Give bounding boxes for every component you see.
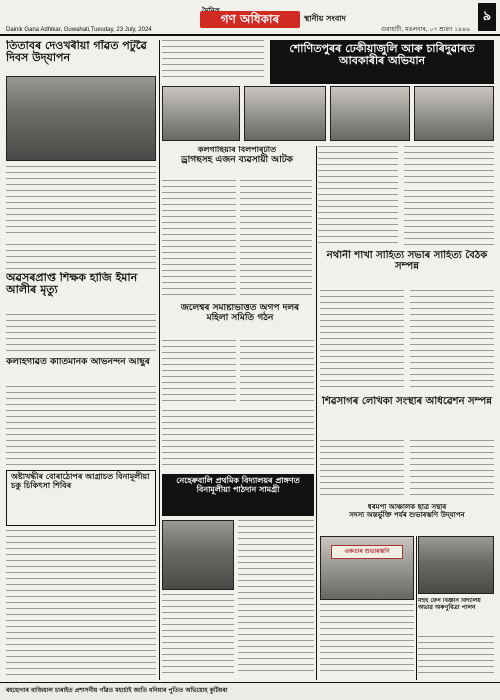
story-3-body-col-2 bbox=[240, 180, 312, 300]
column-rule-3 bbox=[416, 536, 417, 680]
story-7-headline: কলাইগাঁৱত কীৰ্তিমানক অভিনন্দন আছুৰ bbox=[6, 358, 150, 367]
story-6-headline: নৰ্থানী শাখা সাহিত্য সভাৰ সাহিত্য বৈঠক সম্পন্ন bbox=[326, 250, 488, 272]
story-9-headline-block bbox=[320, 504, 494, 532]
story-8-body-col-1 bbox=[320, 440, 404, 500]
story-2-photo-1 bbox=[162, 86, 240, 141]
logo-name: গণ অধিকাৰ bbox=[200, 11, 300, 28]
story-4-headline-block bbox=[6, 272, 156, 310]
story-7-headline-block bbox=[6, 358, 156, 382]
story-3-body-col-1 bbox=[162, 180, 236, 300]
story-11-photo bbox=[162, 520, 234, 590]
story-12-headline-block bbox=[418, 598, 494, 632]
story-5-body-col-2 bbox=[240, 340, 314, 406]
story-2-photo-2 bbox=[244, 86, 326, 141]
newspaper-logo bbox=[190, 5, 346, 29]
column-rule-2 bbox=[316, 146, 317, 680]
story-1-headline-block bbox=[6, 40, 156, 72]
story-11-body-col-2 bbox=[238, 520, 314, 676]
story-2-body-col-c bbox=[404, 190, 494, 246]
story-8-headline-block bbox=[320, 396, 494, 436]
story-2-body-col-b bbox=[404, 146, 494, 186]
story-2-photo-4 bbox=[414, 86, 494, 141]
masthead bbox=[0, 0, 500, 36]
story-5-body-continued bbox=[162, 410, 314, 470]
footer-headline: ৰহহোগাৰ বাজিয়াল চাৰাইত প্ৰশাসনীয় গাঁৱত মহাৰ্চাই জাতি ধনিয়াৰ পুতিত অভিয়োহ কুটিয়ৰা bbox=[6, 687, 228, 694]
story-12-body bbox=[418, 636, 494, 676]
story-4-body bbox=[6, 314, 156, 356]
story-1-headline: তিতাবৰ দেওখৰীয়া গাঁৱত পটুৱৈ দিবস উদ্‌যাপন bbox=[6, 40, 147, 65]
story-9-body bbox=[320, 604, 414, 676]
story-6-body-col-2 bbox=[410, 290, 494, 390]
story-6-headline-block bbox=[320, 250, 494, 286]
story-2-body-col-a bbox=[318, 146, 398, 246]
story-3-kicker: কলগাছিয়াৰ বিলপাৰ্‌টাত bbox=[197, 146, 277, 154]
story-4-headline: অৱসৰপ্ৰাপ্ত শিক্ষক হাজি ইমান আলীৰ মৃত্যু bbox=[6, 272, 138, 297]
story-7-body bbox=[6, 386, 156, 466]
footer-strip bbox=[0, 682, 500, 700]
story-10-headline: অষ্টাখদ্ধীৰ বোৰাঠোপৰ আগ্ৰাচত বিনামূলীয়া চকু চিকিৎসা শিবিৰ bbox=[11, 472, 150, 490]
story-1-body-continued bbox=[6, 244, 156, 270]
story-2-headline: শোণিতপুৰৰ ঢেকীয়াজুলি আৰু চাৰিদুৱাৰত আবকাৰীৰ অভিযান bbox=[289, 42, 475, 68]
story-8-body-col-2 bbox=[410, 440, 494, 500]
story-11-body-col-1 bbox=[162, 594, 234, 676]
story-6-body-col-1 bbox=[320, 290, 404, 390]
story-5-headline-block bbox=[170, 304, 310, 336]
page-number: ৯ bbox=[478, 3, 496, 31]
story-10-body bbox=[6, 530, 156, 678]
column-rule-1 bbox=[159, 40, 160, 680]
story-11-headline-box bbox=[162, 474, 314, 516]
story-1-photo bbox=[6, 76, 156, 161]
story-3-headline: ড্ৰাগছসহ এজন ব্যৱসায়ী আটক bbox=[181, 154, 293, 165]
edition-line: Dainik Gana Adhikar, Guwahati,Tuesday, 23 July, 2024 bbox=[6, 27, 152, 33]
story-2-intro-left bbox=[162, 40, 264, 80]
date-line: গুৱাহাটী, মঙলবাৰ, ০৭ শ্ৰাৱণ ১৯৪৬ bbox=[380, 26, 470, 33]
story-11-headline: নেহেৰুবালি প্ৰথমিক বিদ্যালয়ৰ প্ৰাঙ্গণত বিনামূলীয়া পাঠদান সামগ্ৰী bbox=[176, 476, 300, 494]
banner-in-photo: একতাৰ শুভাৰম্ভণি bbox=[331, 545, 403, 559]
story-9-photo bbox=[320, 536, 414, 600]
story-12-photo bbox=[418, 536, 494, 594]
story-9-kicker: ধৰমপা আঞ্চলিক ছাত্ৰ সন্থাৰ bbox=[367, 504, 447, 511]
story-12-headline: মৰ্হুই ফেন বিজ্ঞান বিদ্যালয় অভাৱ অৰুণুবিত্ৰা পালন bbox=[418, 598, 481, 611]
story-3-headline-block bbox=[162, 146, 312, 176]
story-5-body-col-1 bbox=[162, 340, 236, 406]
story-2-photo-3 bbox=[330, 86, 410, 141]
story-2-headline-box bbox=[270, 40, 494, 84]
story-9-headline: সদস্য অন্তৰ্ভুক্তি পৰ্যৰ শুভাৰম্ভণি উদ্‌যাপন bbox=[349, 510, 465, 519]
story-1-body bbox=[6, 166, 156, 238]
story-8-headline: শিৱসাগৰ লেখিকা সংস্থাৰ অধিৱেশন সম্পন্ন bbox=[322, 396, 492, 407]
story-10-headline-block bbox=[6, 470, 156, 526]
story-5-headline: জলেশ্বৰ সমষ্টিভিত্তিত অগপ দলৰ মহিলা সমিতি গঠন bbox=[180, 304, 300, 323]
section-label: স্থানীয় সংবাদ bbox=[304, 14, 346, 23]
